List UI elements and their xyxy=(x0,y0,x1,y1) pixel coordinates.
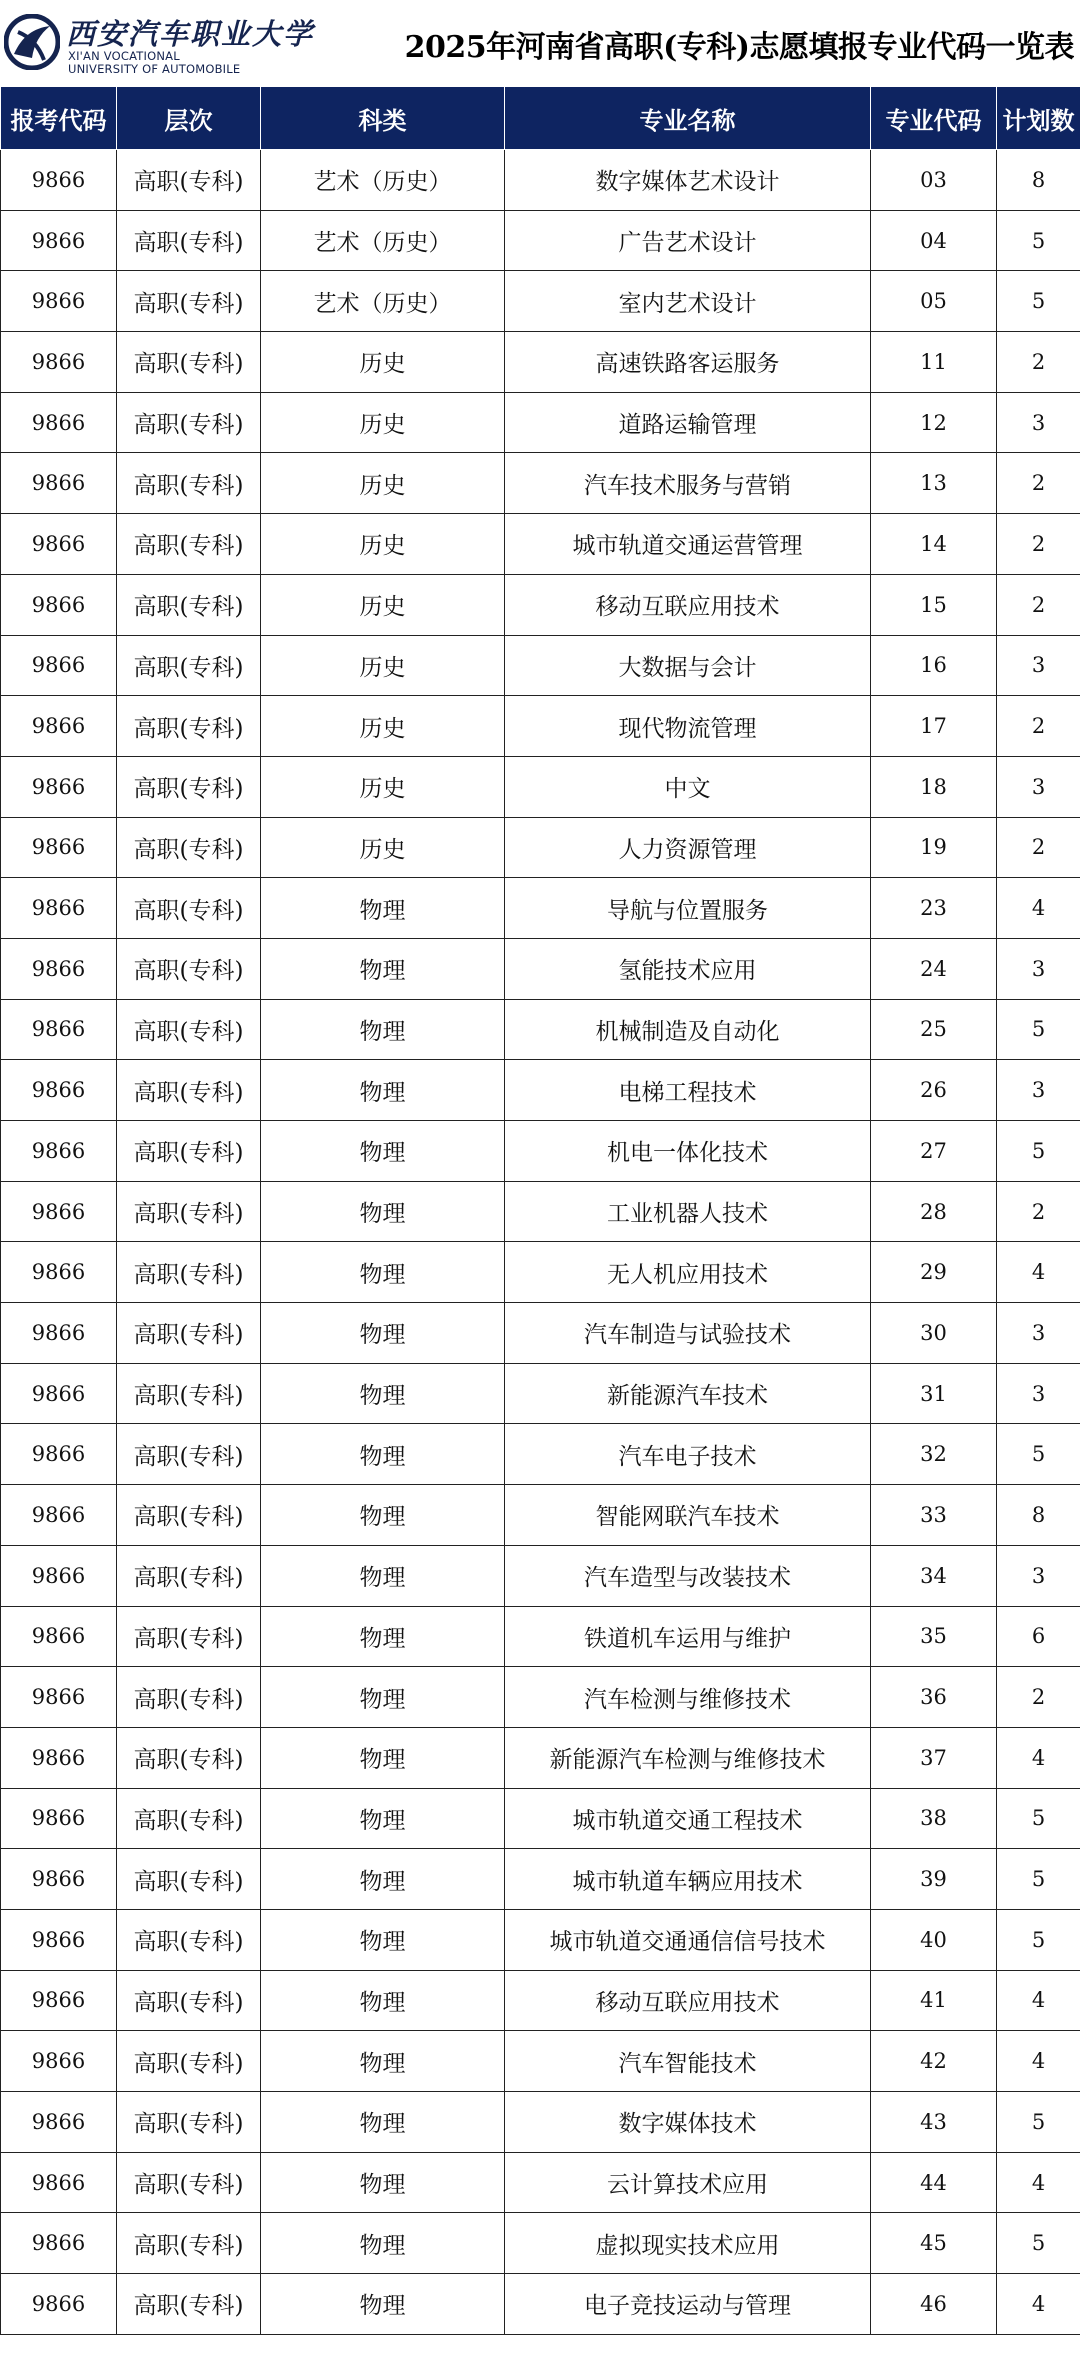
cell-major-code: 35 xyxy=(871,1606,997,1667)
cell-level: 高职(专科) xyxy=(117,1485,261,1546)
cell-level: 高职(专科) xyxy=(117,1242,261,1303)
table-row xyxy=(1,635,1080,696)
cell-major-code: 43 xyxy=(871,2092,997,2153)
cell-major-code: 46 xyxy=(871,2274,997,2335)
cell-plan-count: 5 xyxy=(997,999,1080,1060)
university-logo-icon xyxy=(4,14,60,70)
cell-major-name: 无人机应用技术 xyxy=(505,1242,871,1303)
cell-plan-count: 4 xyxy=(997,1242,1080,1303)
table-row xyxy=(1,392,1080,453)
cell-level: 高职(专科) xyxy=(117,2213,261,2274)
cell-exam-code: 9866 xyxy=(1,1424,117,1485)
cell-plan-count: 3 xyxy=(997,635,1080,696)
cell-level: 高职(专科) xyxy=(117,1788,261,1849)
cell-plan-count: 4 xyxy=(997,1727,1080,1788)
cell-level: 高职(专科) xyxy=(117,1424,261,1485)
cell-major-name: 城市轨道交通工程技术 xyxy=(505,1788,871,1849)
cell-subject-category: 物理 xyxy=(261,2274,505,2335)
table-row xyxy=(1,2152,1080,2213)
cell-major-name: 数字媒体技术 xyxy=(505,2092,871,2153)
table-row xyxy=(1,1242,1080,1303)
cell-exam-code: 9866 xyxy=(1,1727,117,1788)
cell-major-code: 24 xyxy=(871,938,997,999)
cell-subject-category: 物理 xyxy=(261,1970,505,2031)
cell-major-code: 17 xyxy=(871,696,997,757)
cell-exam-code: 9866 xyxy=(1,574,117,635)
cell-subject-category: 物理 xyxy=(261,1121,505,1182)
cell-level: 高职(专科) xyxy=(117,1606,261,1667)
cell-major-name: 汽车造型与改装技术 xyxy=(505,1545,871,1606)
cell-plan-count: 5 xyxy=(997,210,1080,271)
cell-level: 高职(专科) xyxy=(117,1121,261,1182)
cell-major-name: 人力资源管理 xyxy=(505,817,871,878)
cell-major-name: 新能源汽车技术 xyxy=(505,1363,871,1424)
cell-major-code: 16 xyxy=(871,635,997,696)
cell-major-name: 虚拟现实技术应用 xyxy=(505,2213,871,2274)
cell-subject-category: 物理 xyxy=(261,2092,505,2153)
cell-major-code: 38 xyxy=(871,1788,997,1849)
table-body xyxy=(1,150,1080,2335)
cell-level: 高职(专科) xyxy=(117,878,261,939)
cell-plan-count: 2 xyxy=(997,453,1080,514)
cell-exam-code: 9866 xyxy=(1,756,117,817)
cell-exam-code: 9866 xyxy=(1,1909,117,1970)
cell-major-code: 30 xyxy=(871,1303,997,1364)
cell-major-code: 26 xyxy=(871,1060,997,1121)
cell-major-code: 32 xyxy=(871,1424,997,1485)
cell-plan-count: 5 xyxy=(997,1121,1080,1182)
table-row xyxy=(1,1788,1080,1849)
table-row xyxy=(1,1060,1080,1121)
table-row xyxy=(1,1121,1080,1182)
table-row xyxy=(1,1727,1080,1788)
cell-plan-count: 3 xyxy=(997,1545,1080,1606)
cell-level: 高职(专科) xyxy=(117,1667,261,1728)
cell-exam-code: 9866 xyxy=(1,2274,117,2335)
table-row xyxy=(1,2092,1080,2153)
cell-plan-count: 8 xyxy=(997,150,1080,211)
cell-major-code: 03 xyxy=(871,150,997,211)
cell-major-code: 15 xyxy=(871,574,997,635)
cell-level: 高职(专科) xyxy=(117,2152,261,2213)
cell-major-name: 室内艺术设计 xyxy=(505,271,871,332)
cell-exam-code: 9866 xyxy=(1,1060,117,1121)
cell-exam-code: 9866 xyxy=(1,2152,117,2213)
cell-exam-code: 9866 xyxy=(1,635,117,696)
cell-major-code: 45 xyxy=(871,2213,997,2274)
table-row xyxy=(1,878,1080,939)
cell-major-name: 大数据与会计 xyxy=(505,635,871,696)
cell-major-name: 智能网联汽车技术 xyxy=(505,1485,871,1546)
cell-plan-count: 4 xyxy=(997,2152,1080,2213)
cell-subject-category: 物理 xyxy=(261,878,505,939)
table-row xyxy=(1,1667,1080,1728)
cell-major-code: 29 xyxy=(871,1242,997,1303)
table-row xyxy=(1,1424,1080,1485)
cell-plan-count: 3 xyxy=(997,1303,1080,1364)
cell-subject-category: 物理 xyxy=(261,1849,505,1910)
cell-major-name: 城市轨道车辆应用技术 xyxy=(505,1849,871,1910)
cell-plan-count: 5 xyxy=(997,1909,1080,1970)
cell-major-name: 汽车检测与维修技术 xyxy=(505,1667,871,1728)
cell-exam-code: 9866 xyxy=(1,332,117,393)
cell-exam-code: 9866 xyxy=(1,1849,117,1910)
table-row xyxy=(1,696,1080,757)
cell-subject-category: 物理 xyxy=(261,1363,505,1424)
cell-major-name: 道路运输管理 xyxy=(505,392,871,453)
table-row xyxy=(1,756,1080,817)
cell-level: 高职(专科) xyxy=(117,1545,261,1606)
cell-subject-category: 物理 xyxy=(261,1181,505,1242)
table-row xyxy=(1,1485,1080,1546)
cell-plan-count: 3 xyxy=(997,1060,1080,1121)
cell-major-name: 移动互联应用技术 xyxy=(505,574,871,635)
table-row xyxy=(1,150,1080,211)
cell-level: 高职(专科) xyxy=(117,696,261,757)
cell-plan-count: 2 xyxy=(997,696,1080,757)
cell-plan-count: 5 xyxy=(997,1849,1080,1910)
cell-major-code: 23 xyxy=(871,878,997,939)
table-row xyxy=(1,1545,1080,1606)
cell-major-name: 云计算技术应用 xyxy=(505,2152,871,2213)
cell-exam-code: 9866 xyxy=(1,2031,117,2092)
cell-plan-count: 4 xyxy=(997,878,1080,939)
cell-major-code: 42 xyxy=(871,2031,997,2092)
cell-level: 高职(专科) xyxy=(117,756,261,817)
cell-major-code: 12 xyxy=(871,392,997,453)
cell-level: 高职(专科) xyxy=(117,1060,261,1121)
cell-plan-count: 3 xyxy=(997,392,1080,453)
cell-exam-code: 9866 xyxy=(1,817,117,878)
cell-major-name: 汽车制造与试验技术 xyxy=(505,1303,871,1364)
page-title: 2025年河南省高职(专科)志愿填报专业代码一览表 xyxy=(404,30,1074,65)
table-row xyxy=(1,2031,1080,2092)
cell-exam-code: 9866 xyxy=(1,878,117,939)
cell-exam-code: 9866 xyxy=(1,1363,117,1424)
cell-major-code: 36 xyxy=(871,1667,997,1728)
cell-plan-count: 5 xyxy=(997,2092,1080,2153)
logo-english-line1: XI'AN VOCATIONAL xyxy=(68,49,180,63)
table-row xyxy=(1,2213,1080,2274)
cell-exam-code: 9866 xyxy=(1,1121,117,1182)
cell-plan-count: 2 xyxy=(997,817,1080,878)
column-header-level: 层次 xyxy=(117,87,261,150)
cell-level: 高职(专科) xyxy=(117,574,261,635)
cell-major-name: 导航与位置服务 xyxy=(505,878,871,939)
cell-plan-count: 4 xyxy=(997,2274,1080,2335)
cell-exam-code: 9866 xyxy=(1,1242,117,1303)
cell-plan-count: 8 xyxy=(997,1485,1080,1546)
cell-major-code: 25 xyxy=(871,999,997,1060)
cell-major-code: 14 xyxy=(871,514,997,575)
cell-exam-code: 9866 xyxy=(1,2213,117,2274)
cell-level: 高职(专科) xyxy=(117,1181,261,1242)
table-row xyxy=(1,1181,1080,1242)
cell-major-name: 现代物流管理 xyxy=(505,696,871,757)
cell-subject-category: 历史 xyxy=(261,817,505,878)
cell-plan-count: 4 xyxy=(997,2031,1080,2092)
cell-major-code: 33 xyxy=(871,1485,997,1546)
cell-major-name: 机电一体化技术 xyxy=(505,1121,871,1182)
cell-major-code: 27 xyxy=(871,1121,997,1182)
cell-plan-count: 2 xyxy=(997,1181,1080,1242)
cell-exam-code: 9866 xyxy=(1,938,117,999)
cell-exam-code: 9866 xyxy=(1,210,117,271)
cell-level: 高职(专科) xyxy=(117,210,261,271)
cell-major-name: 新能源汽车检测与维修技术 xyxy=(505,1727,871,1788)
cell-plan-count: 3 xyxy=(997,1363,1080,1424)
cell-subject-category: 物理 xyxy=(261,1242,505,1303)
logo-chinese-name: 西安汽车职业大学 xyxy=(66,17,315,51)
cell-major-name: 城市轨道交通通信信号技术 xyxy=(505,1909,871,1970)
cell-major-code: 04 xyxy=(871,210,997,271)
cell-level: 高职(专科) xyxy=(117,271,261,332)
cell-subject-category: 艺术（历史） xyxy=(261,271,505,332)
cell-major-name: 数字媒体艺术设计 xyxy=(505,150,871,211)
table-row xyxy=(1,271,1080,332)
cell-exam-code: 9866 xyxy=(1,1667,117,1728)
cell-subject-category: 物理 xyxy=(261,999,505,1060)
cell-major-name: 汽车技术服务与营销 xyxy=(505,453,871,514)
cell-level: 高职(专科) xyxy=(117,392,261,453)
cell-subject-category: 物理 xyxy=(261,2152,505,2213)
cell-level: 高职(专科) xyxy=(117,1849,261,1910)
column-header-plan-count: 计划数 xyxy=(997,87,1080,150)
cell-major-name: 广告艺术设计 xyxy=(505,210,871,271)
cell-major-name: 铁道机车运用与维护 xyxy=(505,1606,871,1667)
cell-major-code: 11 xyxy=(871,332,997,393)
cell-subject-category: 历史 xyxy=(261,756,505,817)
cell-exam-code: 9866 xyxy=(1,271,117,332)
cell-exam-code: 9866 xyxy=(1,2092,117,2153)
cell-plan-count: 2 xyxy=(997,574,1080,635)
cell-subject-category: 历史 xyxy=(261,453,505,514)
cell-major-code: 18 xyxy=(871,756,997,817)
cell-major-code: 05 xyxy=(871,271,997,332)
cell-exam-code: 9866 xyxy=(1,1606,117,1667)
cell-exam-code: 9866 xyxy=(1,453,117,514)
table-row xyxy=(1,1303,1080,1364)
cell-subject-category: 历史 xyxy=(261,392,505,453)
cell-plan-count: 5 xyxy=(997,271,1080,332)
logo-english-name xyxy=(68,50,240,76)
cell-exam-code: 9866 xyxy=(1,392,117,453)
cell-level: 高职(专科) xyxy=(117,999,261,1060)
cell-major-code: 37 xyxy=(871,1727,997,1788)
cell-major-name: 工业机器人技术 xyxy=(505,1181,871,1242)
cell-major-code: 19 xyxy=(871,817,997,878)
table-row xyxy=(1,1363,1080,1424)
column-header-subject-category: 科类 xyxy=(261,87,505,150)
cell-subject-category: 物理 xyxy=(261,1606,505,1667)
column-header-major-name: 专业名称 xyxy=(505,87,871,150)
cell-exam-code: 9866 xyxy=(1,1970,117,2031)
cell-subject-category: 艺术（历史） xyxy=(261,210,505,271)
major-code-table xyxy=(0,86,1080,2335)
cell-subject-category: 物理 xyxy=(261,1485,505,1546)
cell-exam-code: 9866 xyxy=(1,1303,117,1364)
cell-subject-category: 历史 xyxy=(261,574,505,635)
cell-level: 高职(专科) xyxy=(117,1727,261,1788)
cell-exam-code: 9866 xyxy=(1,999,117,1060)
cell-subject-category: 物理 xyxy=(261,1424,505,1485)
cell-subject-category: 物理 xyxy=(261,1303,505,1364)
cell-plan-count: 2 xyxy=(997,1667,1080,1728)
cell-exam-code: 9866 xyxy=(1,696,117,757)
table-row xyxy=(1,574,1080,635)
table-row xyxy=(1,332,1080,393)
cell-subject-category: 物理 xyxy=(261,1545,505,1606)
cell-subject-category: 物理 xyxy=(261,1060,505,1121)
column-header-major-code: 专业代码 xyxy=(871,87,997,150)
logo-english-line2: UNIVERSITY OF AUTOMOBILE xyxy=(68,62,241,76)
cell-subject-category: 物理 xyxy=(261,2213,505,2274)
table-row xyxy=(1,1970,1080,2031)
table-row xyxy=(1,1909,1080,1970)
cell-major-name: 氢能技术应用 xyxy=(505,938,871,999)
cell-major-code: 31 xyxy=(871,1363,997,1424)
cell-level: 高职(专科) xyxy=(117,2031,261,2092)
cell-exam-code: 9866 xyxy=(1,514,117,575)
table-row xyxy=(1,2274,1080,2335)
cell-level: 高职(专科) xyxy=(117,453,261,514)
cell-subject-category: 艺术（历史） xyxy=(261,150,505,211)
table-row xyxy=(1,999,1080,1060)
cell-exam-code: 9866 xyxy=(1,1485,117,1546)
cell-level: 高职(专科) xyxy=(117,1909,261,1970)
cell-plan-count: 5 xyxy=(997,2213,1080,2274)
cell-major-name: 城市轨道交通运营管理 xyxy=(505,514,871,575)
cell-major-name: 电子竞技运动与管理 xyxy=(505,2274,871,2335)
cell-subject-category: 历史 xyxy=(261,635,505,696)
cell-major-name: 电梯工程技术 xyxy=(505,1060,871,1121)
cell-plan-count: 3 xyxy=(997,938,1080,999)
cell-major-name: 移动互联应用技术 xyxy=(505,1970,871,2031)
cell-level: 高职(专科) xyxy=(117,2274,261,2335)
cell-level: 高职(专科) xyxy=(117,1363,261,1424)
table-row xyxy=(1,514,1080,575)
cell-plan-count: 5 xyxy=(997,1424,1080,1485)
cell-level: 高职(专科) xyxy=(117,514,261,575)
table-header-row xyxy=(1,87,1080,150)
cell-subject-category: 物理 xyxy=(261,1667,505,1728)
cell-major-name: 机械制造及自动化 xyxy=(505,999,871,1060)
cell-major-code: 41 xyxy=(871,1970,997,2031)
cell-level: 高职(专科) xyxy=(117,150,261,211)
cell-major-code: 40 xyxy=(871,1909,997,1970)
cell-major-code: 34 xyxy=(871,1545,997,1606)
cell-major-code: 13 xyxy=(871,453,997,514)
table-row xyxy=(1,1606,1080,1667)
cell-major-code: 39 xyxy=(871,1849,997,1910)
cell-major-name: 汽车电子技术 xyxy=(505,1424,871,1485)
page-header xyxy=(0,0,1080,86)
cell-level: 高职(专科) xyxy=(117,332,261,393)
cell-subject-category: 历史 xyxy=(261,696,505,757)
table-row xyxy=(1,817,1080,878)
cell-exam-code: 9866 xyxy=(1,1545,117,1606)
cell-subject-category: 物理 xyxy=(261,1727,505,1788)
cell-level: 高职(专科) xyxy=(117,2092,261,2153)
cell-level: 高职(专科) xyxy=(117,1970,261,2031)
cell-major-name: 汽车智能技术 xyxy=(505,2031,871,2092)
cell-plan-count: 2 xyxy=(997,332,1080,393)
cell-subject-category: 历史 xyxy=(261,514,505,575)
cell-plan-count: 2 xyxy=(997,514,1080,575)
cell-plan-count: 3 xyxy=(997,756,1080,817)
cell-plan-count: 5 xyxy=(997,1788,1080,1849)
table-row xyxy=(1,453,1080,514)
table-row xyxy=(1,938,1080,999)
cell-major-code: 44 xyxy=(871,2152,997,2213)
cell-level: 高职(专科) xyxy=(117,938,261,999)
cell-subject-category: 物理 xyxy=(261,1788,505,1849)
cell-level: 高职(专科) xyxy=(117,635,261,696)
cell-subject-category: 历史 xyxy=(261,332,505,393)
column-header-exam-code: 报考代码 xyxy=(1,87,117,150)
cell-plan-count: 4 xyxy=(997,1970,1080,2031)
cell-plan-count: 6 xyxy=(997,1606,1080,1667)
cell-exam-code: 9866 xyxy=(1,150,117,211)
cell-level: 高职(专科) xyxy=(117,817,261,878)
cell-subject-category: 物理 xyxy=(261,1909,505,1970)
cell-exam-code: 9866 xyxy=(1,1181,117,1242)
table-row xyxy=(1,1849,1080,1910)
cell-subject-category: 物理 xyxy=(261,938,505,999)
cell-exam-code: 9866 xyxy=(1,1788,117,1849)
table-row xyxy=(1,210,1080,271)
cell-major-name: 高速铁路客运服务 xyxy=(505,332,871,393)
cell-major-name: 中文 xyxy=(505,756,871,817)
cell-major-code: 28 xyxy=(871,1181,997,1242)
cell-subject-category: 物理 xyxy=(261,2031,505,2092)
cell-level: 高职(专科) xyxy=(117,1303,261,1364)
